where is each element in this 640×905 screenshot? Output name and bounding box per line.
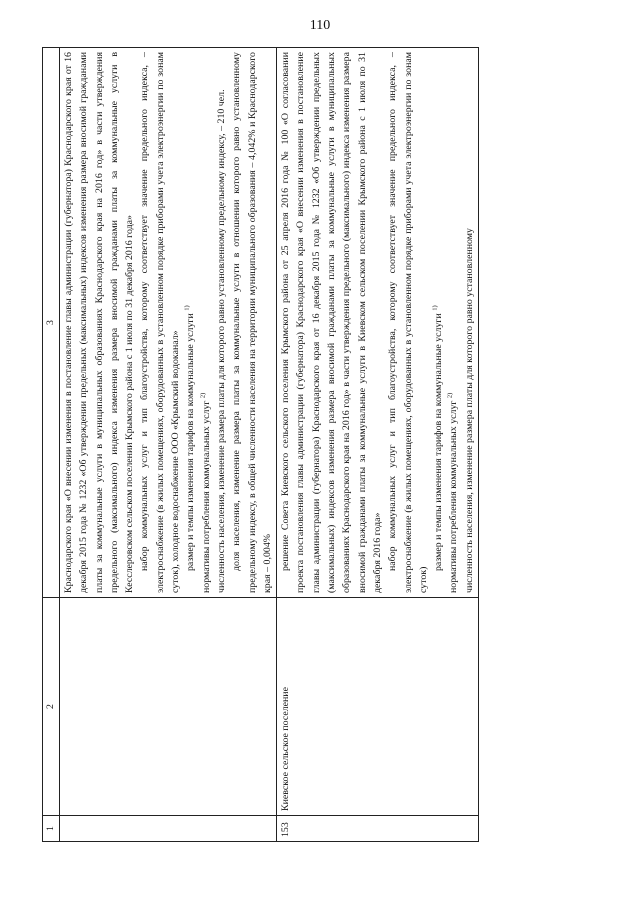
- table-header-row: [43, 48, 60, 842]
- table-row-153: [277, 48, 479, 842]
- row153-para-3: нормативы потребления коммунальных услуг $^{2)}$: [447, 392, 460, 593]
- continued-para-4: численность населения, изменение размера платы для которого равно установленному предельному индексу, – 210 чел.: [215, 89, 227, 593]
- continued-para-0: Краснодарского края «О внесении изменения в постановление главы администрации (губернатора) Краснодарского края от 16 декабря 2015 года № 1232 «Об утверждении предельных (максимальных) индексов изменения размера вносимой гражданами платы за коммунальные услуги в муниципальных образованиях Краснодарского края на 2016 год» в части утверждения предельного (максимального) индекса изменения размера вносимой гражданами платы за коммунальные услуги в Кесслеровском сельском поселении Крымского района с 1 июля по 31 декабря 2016 года»: [63, 52, 136, 593]
- row153-para-1: набор коммунальных услуг и тип благоустройства, которому соответствует значение предельного индекса, – электроснабжение (в жилых помещениях, оборудованных в установленном порядке приборами учета электроэнергии по зонам суток): [387, 52, 429, 593]
- continued-para-2: размер и темпы изменения тарифов на коммунальные услуги $^{1)}$: [184, 305, 197, 571]
- settlement-name-cell: Киевское сельское поселение: [277, 598, 479, 816]
- table-row-continued: [60, 48, 277, 842]
- rotated-table-container: [42, 47, 550, 842]
- continued-para-3: нормативы потребления коммунальных услуг $^{2)}$: [199, 392, 212, 593]
- row153-para-0: решение Совета Киевского сельского поселения Крымского района от 25 апреля 2016 года № 100 «О согласовании проекта постановления главы администрации (губернатора) Краснодарского края «О внесении изменения в постановление главы администрации (губернатора) Краснодарского края от 16 декабря 2015 года № 1232 «Об утверждении предельных (максимальных) индексов изменения размера вносимой гражданами платы за коммунальные услуги в муниципальных образованиях Краснодарского края на 2016 год» в части утверждения предельного (максимального) индекса изменения размера вносимой гражданами платы за коммунальные услуги в Киевском сельском поселении Крымского района с 1 июля по 31 декабря 2016 года»: [280, 52, 383, 593]
- continued-para-5: доля населения, изменение размера платы за коммунальные услуги в отношении которого равно установленному предельному индексу, в общей численности населения на территории муниципального образования – 4,042% и Краснодарского края – 0,004%: [231, 52, 273, 593]
- row153-para-4: численность населения, изменение размера платы для которого равно установленному: [463, 228, 475, 593]
- header-col-2: 2: [43, 598, 60, 816]
- details-cell: [277, 48, 479, 598]
- header-col-3: 3: [43, 48, 60, 598]
- details-cell: [60, 48, 277, 598]
- row-number-cell: [60, 816, 277, 842]
- page-number: 110: [309, 18, 331, 33]
- row153-para-2: размер и темпы изменения тарифов на коммунальные услуги $^{1)}$: [431, 305, 445, 571]
- continued-para-1: набор коммунальных услуг и тип благоустройства, которому соответствует значение предельного индекса, – электроснабжение (в жилых помещениях, оборудованных в установленном порядке приборами учета электроэнергии по зонам суток), холодное водоснабжение ООО «Крымский водоканал»: [139, 52, 182, 593]
- header-col-1: 1: [43, 816, 60, 842]
- row-number-cell: 153: [277, 816, 479, 842]
- tariff-table: [42, 47, 479, 842]
- settlement-name-cell: [60, 598, 277, 816]
